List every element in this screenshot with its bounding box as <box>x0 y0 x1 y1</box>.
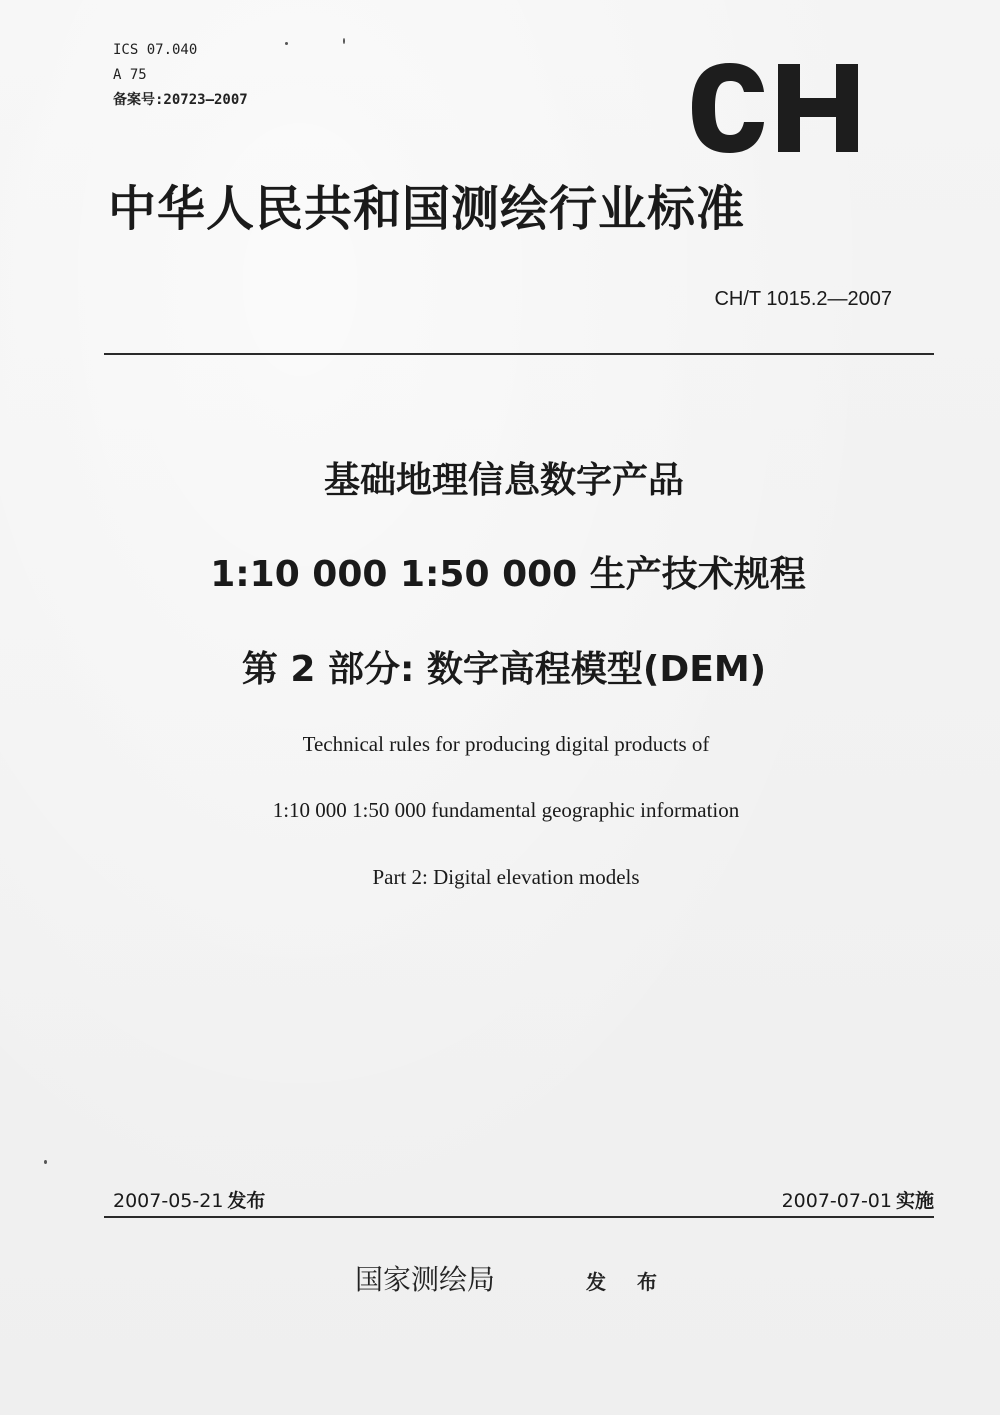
en-title-line-3: Part 2: Digital elevation models <box>372 865 640 889</box>
effective-date: 2007-07-01 <box>781 1190 892 1212</box>
logo-letter-h <box>778 64 858 152</box>
classification-block <box>113 38 248 113</box>
class-code: A 75 <box>113 67 147 83</box>
cn-title-line-2: 1:10 000 1:50 000 生产技术规程 <box>210 554 806 595</box>
release-label: 发布 <box>227 1190 266 1212</box>
industry-standard-title: 中华人民共和国测绘行业标准 <box>108 181 746 237</box>
effective-date-block <box>782 1186 934 1213</box>
cn-title-line-1: 基础地理信息数字产品 <box>323 460 684 501</box>
ch-logo <box>686 62 864 154</box>
release-date-block <box>113 1186 265 1213</box>
bottom-divider <box>104 1216 934 1218</box>
en-title-line-1: Technical rules for producing digital products of <box>302 732 710 756</box>
issue-word: 发 布 <box>586 1270 669 1294</box>
ics-code: ICS 07.040 <box>113 42 198 58</box>
issuing-authority: 国家测绘局 <box>355 1263 496 1296</box>
logo-letter-c <box>692 63 764 153</box>
scan-speck <box>343 38 345 44</box>
cn-title-line-3: 第 2 部分: 数字高程模型(DEM) <box>241 649 767 690</box>
standard-number: CH/T 1015.2—2007 <box>714 288 892 310</box>
top-divider <box>104 353 934 355</box>
release-date: 2007-05-21 <box>113 1190 224 1212</box>
scan-speck <box>285 42 288 45</box>
scan-speck <box>44 1160 47 1164</box>
filing-number: 备案号:20723—2007 <box>113 92 248 108</box>
en-title-line-2: 1:10 000 1:50 000 fundamental geographic information <box>272 798 740 822</box>
effective-label: 实施 <box>895 1190 934 1212</box>
